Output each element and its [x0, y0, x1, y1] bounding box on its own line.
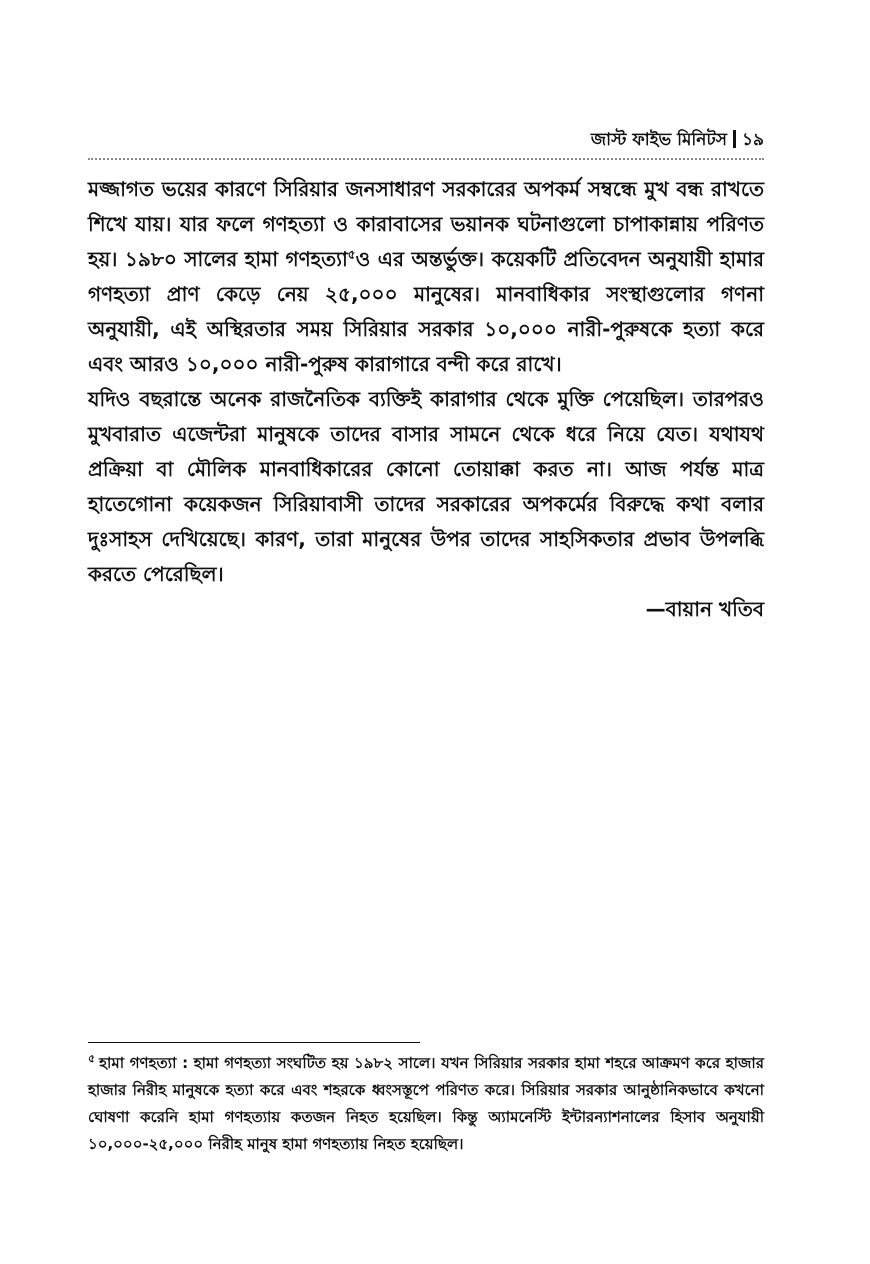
running-header [88, 126, 764, 160]
footnote-divider [88, 1042, 420, 1043]
footnote-reference: ৫ [347, 247, 356, 262]
page-number: ১৯ [741, 130, 764, 150]
main-text [88, 172, 764, 627]
header-separator [733, 130, 736, 148]
paragraph-1-text-a: মজ্জাগত ভয়ের কারণে সিরিয়ার জনসাধারণ সরকারের অপকর্ম সম্বন্ধে মুখ বন্ধ রাখতে শিখে যায়। যার ফলে গণহত্যা ও কারাবাসের ভয়ানক ঘটনাগুলো চাপাকান্নায় পরিণত হয়। ১৯৮০ সালের হামা গণহত্যা [88, 177, 764, 271]
header-text [591, 128, 764, 152]
book-title: জাস্ট ফাইভ মিনিটস [590, 130, 727, 150]
paragraph-1-text-b: ও এর অন্তর্ভুক্ত। কয়েকটি প্রতিবেদন অনুযায়ী হামার গণহত্যা প্রাণ কেড়ে নেয় ২৫,০০০ মানুষের। মানবাধিকার সংস্থাগুলোর গণনা অনুযায়ী, এই অস্থিরতার সময় সিরিয়ার সরকার ১০,০০০ নারী-পুরুষকে হত্যা করে এবং আরও ১০,০০০ নারী-পুরুষ কারাগারে বন্দী করে রাখে। [88, 247, 764, 376]
author-byline: —বায়ান খতিব [645, 597, 764, 621]
footnote [88, 1050, 764, 1158]
footnote-number: ৫ [88, 1052, 96, 1065]
paragraph-1 [88, 172, 764, 382]
paragraph-2: যদিও বছরান্তে অনেক রাজনৈতিক ব্যক্তিই কারাগার থেকে মুক্তি পেয়েছিল। তারপরও মুখবারাত এজেন্টরা মানুষকে তাদের বাসার সামনে থেকে ধরে নিয়ে যেত। যথাযথ প্রক্রিয়া বা মৌলিক মানবাধিকারের কোনো তোয়াক্কা করত না। আজ পর্যন্ত মাত্র হাতেগোনা কয়েকজন সিরিয়াবাসী তাদের সরকারের অপকর্মের বিরুদ্ধে কথা বলার দুঃসাহস দেখিয়েছে। কারণ, তারা মানুষের উপর তাদের সাহসিকতার প্রভাব উপলব্ধি করতে পেরেছিল। [88, 387, 764, 586]
footnote-text: হামা গণহত্যা : হামা গণহত্যা সংঘটিত হয় ১৯৮২ সালে। যখন সিরিয়ার সরকার হামা শহরে আক্রমণ করে হাজার হাজার নিরীহ মানুষকে হত্যা করে এবং শহরকে ধ্বংসস্তূপে পরিণত করে। সিরিয়ার সরকার আনুষ্ঠানিকভাবে কখনো ঘোষণা করেনি হামা গণহত্যায় কতজন নিহত হয়েছিল। কিন্তু অ্যামনেস্টি ইন্টারন্যাশনালের হিসাব অনুযায়ী ১০,০০০-২৫,০০০ নিরীহ মানুষ হামা গণহত্যায় নিহত হয়েছিল। [88, 1054, 764, 1153]
